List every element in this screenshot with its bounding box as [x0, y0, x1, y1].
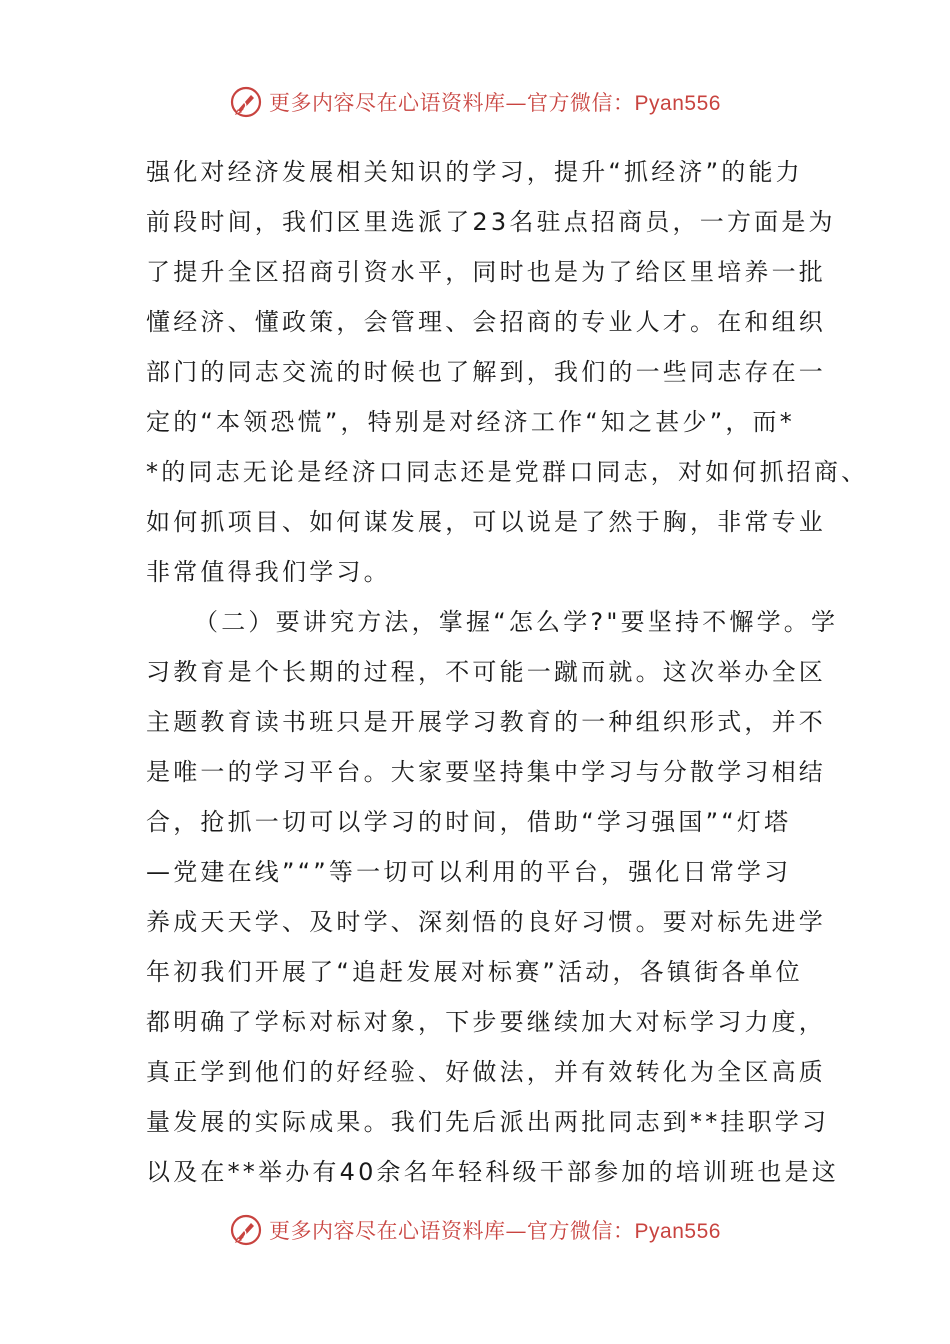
text-line: 以及在**举办有40余名年轻科级干部参加的培训班也是这: [146, 1158, 839, 1186]
text-line: 了提升全区招商引资水平，同时也是为了给区里培养一批: [146, 258, 826, 286]
pen-circle-logo-icon: [229, 1213, 263, 1247]
text-line: 前段时间，我们区里选派了23名驻点招商员，一方面是为: [146, 208, 836, 236]
text-line: 真正学到他们的好经验、好做法，并有效转化为全区高质: [146, 1058, 826, 1086]
watermark-text: 更多内容尽在心语资料库—官方微信：Pyan556: [269, 1219, 721, 1243]
text-line: 部门的同志交流的时候也了解到，我们的一些同志存在一: [146, 358, 826, 386]
document-body: [146, 147, 869, 1197]
text-line: 主题教育读书班只是开展学习教育的一种组织形式，并不: [146, 708, 826, 736]
pen-circle-logo-icon: [229, 85, 263, 119]
text-line: 是唯一的学习平台。大家要坚持集中学习与分散学习相结: [146, 758, 826, 786]
header-watermark: [0, 84, 950, 120]
text-line: 强化对经济发展相关知识的学习，提升“抓经济”的能力: [146, 158, 803, 186]
text-line: 养成天天学、及时学、深刻悟的良好习惯。要对标先进学: [146, 908, 826, 936]
text-line: 都明确了学标对标对象，下步要继续加大对标学习力度，: [146, 1008, 826, 1036]
text-line: *的同志无论是经济口同志还是党群口同志，对如何抓招商、: [146, 458, 869, 486]
text-line: 懂经济、懂政策，会管理、会招商的专业人才。在和组织: [146, 308, 826, 336]
text-line: 定的“本领恐慌”，特别是对经济工作“知之甚少”，而*: [146, 408, 795, 436]
text-line: 非常值得我们学习。: [146, 558, 391, 586]
watermark-text: 更多内容尽在心语资料库—官方微信：Pyan556: [269, 91, 721, 115]
text-line: 如何抓项目、如何谋发展，可以说是了然于胸，非常专业: [146, 508, 826, 536]
text-line: 习教育是个长期的过程，不可能一蹴而就。这次举办全区: [146, 658, 826, 686]
text-line: 合，抢抓一切可以学习的时间，借助“学习强国”“灯塔: [146, 808, 792, 836]
text-line: —党建在线”“”等一切可以利用的平台，强化日常学习: [146, 858, 792, 886]
text-line: 年初我们开展了“追赶发展对标赛”活动，各镇街各单位: [146, 958, 803, 986]
text-line: 量发展的实际成果。我们先后派出两批同志到**挂职学习: [146, 1108, 830, 1136]
footer-watermark: [0, 1212, 950, 1248]
section-heading-line: （二）要讲究方法，掌握“怎么学?"要坚持不懈学。学: [194, 608, 839, 636]
